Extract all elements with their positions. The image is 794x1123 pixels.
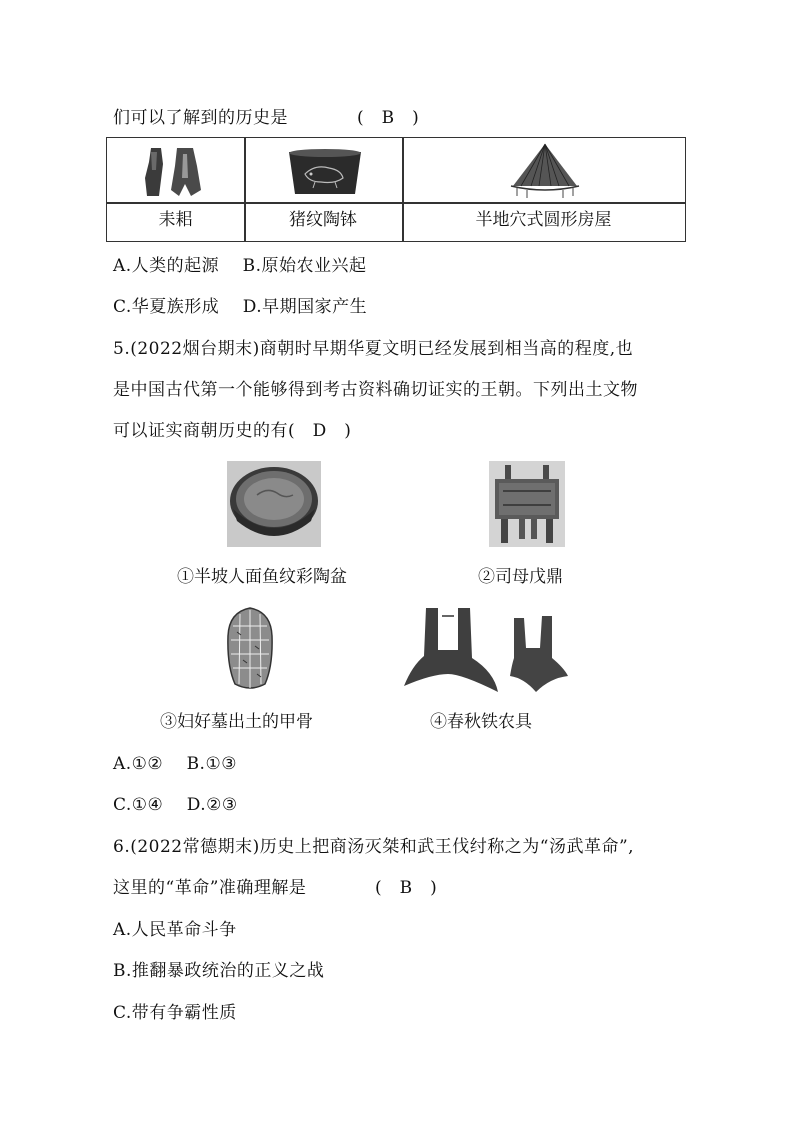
artifact-caption-1: ①半坡人面鱼纹彩陶盆 <box>177 567 347 587</box>
q6-option-b: B.推翻暴政统治的正义之战 <box>113 961 325 981</box>
artifact-table <box>106 137 686 242</box>
q6-stem-line-1: 6.(2022常德期末)历史上把商汤灭桀和武王伐纣称之为“汤武革命”, <box>113 837 635 857</box>
artifact-caption-4: ④春秋铁农具 <box>430 712 532 732</box>
q5-option-line-2: C.①④ D.②③ <box>113 795 238 815</box>
q5-stem-line-2: 是中国古代第一个能够得到考古资料确切证实的王朝。下列出土文物 <box>113 380 638 400</box>
bronze-ding-icon <box>489 461 565 547</box>
oracle-bone-icon <box>225 606 275 692</box>
iron-farm-tools-icon <box>402 606 588 692</box>
q4-option-line-2: C.华夏族形成 D.早期国家产生 <box>113 297 368 317</box>
q4-option-line-1: A.人类的起源 B.原始农业兴起 <box>113 256 367 276</box>
q6-answer: ( B ) <box>375 878 438 898</box>
semi-subterranean-round-house-icon <box>507 142 583 200</box>
q6-option-a: A.人民革命斗争 <box>113 920 237 940</box>
q5-stem-line-1: 5.(2022烟台期末)商朝时早期华夏文明已经发展到相当高的程度,也 <box>113 339 634 359</box>
q5-stem-line-3: 可以证实商朝历史的有( D ) <box>113 421 352 441</box>
q6-stem-line-2: 这里的“革命”准确理解是 <box>113 878 307 898</box>
painted-pottery-basin-icon <box>227 461 321 547</box>
leisi-tool-icon <box>139 144 211 200</box>
q4-answer: ( B ) <box>357 108 420 128</box>
artifact-caption-2: ②司母戊鼎 <box>478 567 563 587</box>
q5-option-line-1: A.①② B.①③ <box>113 754 237 774</box>
q4-stem-tail: 们可以了解到的历史是 <box>113 108 288 128</box>
table-label-1: 耒耜 <box>158 210 193 230</box>
pig-pattern-pottery-bowl-icon <box>285 144 365 200</box>
artifact-caption-3: ③妇好墓出土的甲骨 <box>160 712 313 732</box>
table-label-3: 半地穴式圆形房屋 <box>475 210 612 230</box>
table-label-2: 猪纹陶钵 <box>289 210 357 230</box>
q6-option-c: C.带有争霸性质 <box>113 1003 237 1023</box>
